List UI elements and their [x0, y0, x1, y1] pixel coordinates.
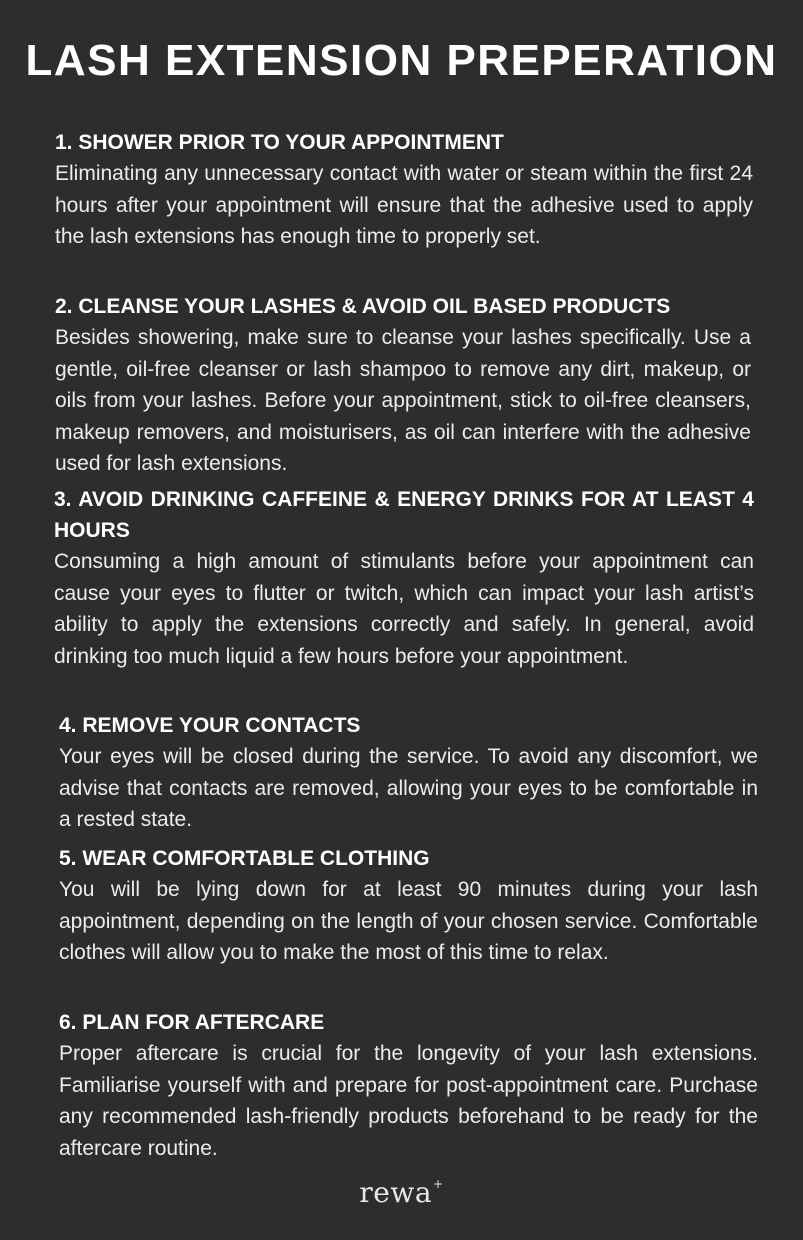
section-shower [55, 127, 753, 253]
brand-wordmark: rewa [359, 1176, 433, 1209]
page-title: LASH EXTENSION PREPERATION [25, 36, 778, 85]
section-contacts [59, 710, 758, 836]
brand-logo [0, 1176, 803, 1209]
section-heading: 5. WEAR COMFORTABLE CLOTHING [59, 847, 430, 870]
section-clothing [59, 843, 758, 969]
brand-plus-icon: + [433, 1177, 444, 1191]
section-body: Your eyes will be closed during the service. To avoid any discomfort, we advise that contacts are removed, allowing your eyes to be comfortable in a rested state. [59, 745, 758, 831]
section-body: Proper aftercare is crucial for the longevity of your lash extensions. Familiarise yourself with and prepare for post-appointment care. Purchase any recommended lash-friendly products beforehand to be ready for the aftercare routine. [59, 1042, 758, 1160]
section-cleanse [55, 291, 751, 480]
section-body: Besides showering, make sure to cleanse your lashes specifically. Use a gentle, oil-free cleanser or lash shampoo to remove any dirt, makeup, or oils from your lashes. Before your appointment, stick to oil-free cleansers, makeup removers, and moisturisers, as oil can interfere with the adhesive used for lash extensions. [55, 326, 751, 475]
section-heading: 1. SHOWER PRIOR TO YOUR APPOINTMENT [55, 131, 504, 154]
section-aftercare [59, 1007, 758, 1164]
section-body: Eliminating any unnecessary contact with water or steam within the first 24 hours after your appointment will ensure that the adhesive used to apply the lash extensions has enough time to properly set. [55, 162, 753, 248]
section-body: Consuming a high amount of stimulants before your appointment can cause your eyes to flutter or twitch, which can impact your lash artist’s ability to apply the extensions correctly and safely. In general, avoid drinking too much liquid a few hours before your appointment. [54, 550, 754, 668]
section-body: You will be lying down for at least 90 minutes during your lash appointment, depending on the length of your chosen service. Comfortable clothes will allow you to make the most of this time to relax. [59, 878, 758, 964]
section-heading: 4. REMOVE YOUR CONTACTS [59, 714, 361, 737]
section-caffeine [54, 484, 754, 672]
section-heading: 2. CLEANSE YOUR LASHES & AVOID OIL BASED PRODUCTS [55, 295, 671, 318]
section-heading: 6. PLAN FOR AFTERCARE [59, 1011, 325, 1034]
section-heading: 3. AVOID DRINKING CAFFEINE & ENERGY DRINKS FOR AT LEAST 4 HOURS [54, 488, 754, 542]
